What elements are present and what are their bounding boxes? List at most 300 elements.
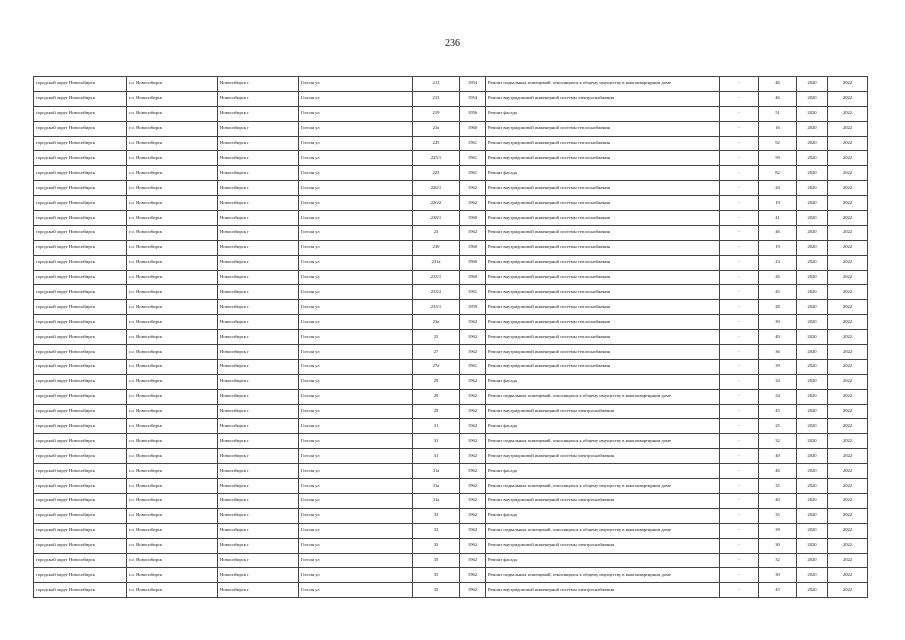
- house-number-cell: 225/1: [413, 151, 460, 166]
- street-cell: Гоголя ул: [299, 404, 413, 419]
- table-row: [34, 374, 868, 389]
- house-number-cell: 31а: [413, 493, 460, 508]
- municipality-cell: г.о. Новосибирск: [127, 285, 218, 300]
- build-year-cell: 1962: [460, 196, 486, 211]
- table-row: [34, 568, 868, 583]
- work-type-cell: Ремонт внутридомовой инженерной системы теплоснабжения: [486, 255, 720, 270]
- work-type-cell: Ремонт подвальных помещений, относящихся к общему имуществу в многоквартирном доме: [486, 568, 720, 583]
- work-type-cell: Ремонт подвальных помещений, относящихся к общему имуществу в многоквартирном доме: [486, 434, 720, 449]
- count-cell: 16: [759, 121, 797, 136]
- blank-cell: -: [720, 91, 759, 106]
- blank-cell: -: [720, 583, 759, 598]
- municipality-cell: г.о. Новосибирск: [127, 523, 218, 538]
- start-year-cell: 2020: [797, 523, 828, 538]
- table-row: [34, 255, 868, 270]
- district-cell: городской округ Новосибирск: [34, 404, 127, 419]
- start-year-cell: 2020: [797, 91, 828, 106]
- blank-cell: -: [720, 106, 759, 121]
- start-year-cell: 2020: [797, 151, 828, 166]
- end-year-cell: 2022: [828, 181, 868, 196]
- district-cell: городской округ Новосибирск: [34, 285, 127, 300]
- end-year-cell: 2022: [828, 225, 868, 240]
- street-cell: Гоголя ул: [299, 538, 413, 553]
- build-year-cell: 1962: [460, 568, 486, 583]
- house-number-cell: 29: [413, 404, 460, 419]
- street-cell: Гоголя ул: [299, 77, 413, 92]
- house-number-cell: 23а: [413, 315, 460, 330]
- table-row: [34, 330, 868, 345]
- table-row: [34, 196, 868, 211]
- blank-cell: -: [720, 285, 759, 300]
- city-cell: Новосибирск г: [218, 121, 299, 136]
- district-cell: городской округ Новосибирск: [34, 196, 127, 211]
- municipality-cell: г.о. Новосибирск: [127, 255, 218, 270]
- count-cell: 19: [759, 240, 797, 255]
- house-number-cell: 33: [413, 538, 460, 553]
- build-year-cell: 1962: [460, 345, 486, 360]
- start-year-cell: 2020: [797, 434, 828, 449]
- work-type-cell: Ремонт внутридомовой инженерной системы теплоснабжения: [486, 270, 720, 285]
- table-row: [34, 464, 868, 479]
- house-number-cell: 31а: [413, 464, 460, 479]
- blank-cell: -: [720, 181, 759, 196]
- house-number-cell: 215: [413, 91, 460, 106]
- work-type-cell: Ремонт подвальных помещений, относящихся к общему имуществу в многоквартирном доме: [486, 479, 720, 494]
- municipality-cell: г.о. Новосибирск: [127, 479, 218, 494]
- work-type-cell: Ремонт внутридомовой инженерной системы теплоснабжения: [486, 121, 720, 136]
- build-year-cell: 1962: [460, 523, 486, 538]
- street-cell: Гоголя ул: [299, 151, 413, 166]
- count-cell: 82: [759, 166, 797, 181]
- street-cell: Гоголя ул: [299, 196, 413, 211]
- build-year-cell: 1962: [460, 404, 486, 419]
- house-number-cell: 230: [413, 240, 460, 255]
- end-year-cell: 2022: [828, 211, 868, 226]
- start-year-cell: 2020: [797, 77, 828, 92]
- district-cell: городской округ Новосибирск: [34, 374, 127, 389]
- blank-cell: -: [720, 523, 759, 538]
- end-year-cell: 2022: [828, 121, 868, 136]
- table-row: [34, 449, 868, 464]
- blank-cell: -: [720, 389, 759, 404]
- city-cell: Новосибирск г: [218, 225, 299, 240]
- district-cell: городской округ Новосибирск: [34, 91, 127, 106]
- count-cell: 19: [759, 196, 797, 211]
- district-cell: городской округ Новосибирск: [34, 345, 127, 360]
- table-row: [34, 538, 868, 553]
- work-type-cell: Ремонт внутридомовой инженерной системы теплоснабжения: [486, 300, 720, 315]
- end-year-cell: 2022: [828, 359, 868, 374]
- blank-cell: -: [720, 77, 759, 92]
- municipality-cell: г.о. Новосибирск: [127, 211, 218, 226]
- work-type-cell: Ремонт внутридомовой инженерной системы теплоснабжения: [486, 225, 720, 240]
- municipality-cell: г.о. Новосибирск: [127, 300, 218, 315]
- build-year-cell: 1961: [460, 151, 486, 166]
- street-cell: Гоголя ул: [299, 330, 413, 345]
- end-year-cell: 2022: [828, 538, 868, 553]
- city-cell: Новосибирск г: [218, 449, 299, 464]
- blank-cell: -: [720, 240, 759, 255]
- house-number-cell: 226/1: [413, 181, 460, 196]
- street-cell: Гоголя ул: [299, 270, 413, 285]
- city-cell: Новосибирск г: [218, 270, 299, 285]
- build-year-cell: 1962: [460, 583, 486, 598]
- blank-cell: -: [720, 434, 759, 449]
- end-year-cell: 2022: [828, 106, 868, 121]
- city-cell: Новосибирск г: [218, 359, 299, 374]
- house-number-cell: 33: [413, 508, 460, 523]
- table-row: [34, 508, 868, 523]
- end-year-cell: 2022: [828, 270, 868, 285]
- district-cell: городской округ Новосибирск: [34, 166, 127, 181]
- street-cell: Гоголя ул: [299, 359, 413, 374]
- district-cell: городской округ Новосибирск: [34, 553, 127, 568]
- work-type-cell: Ремонт фасада: [486, 553, 720, 568]
- city-cell: Новосибирск г: [218, 345, 299, 360]
- table-row: [34, 77, 868, 92]
- count-cell: 92: [759, 136, 797, 151]
- city-cell: Новосибирск г: [218, 419, 299, 434]
- municipality-cell: г.о. Новосибирск: [127, 330, 218, 345]
- blank-cell: -: [720, 493, 759, 508]
- street-cell: Гоголя ул: [299, 419, 413, 434]
- city-cell: Новосибирск г: [218, 389, 299, 404]
- build-year-cell: 1962: [460, 419, 486, 434]
- count-cell: 35: [759, 479, 797, 494]
- start-year-cell: 2020: [797, 121, 828, 136]
- build-year-cell: 1956: [460, 106, 486, 121]
- blank-cell: -: [720, 315, 759, 330]
- work-type-cell: Ремонт подвальных помещений, относящихся к общему имуществу в многоквартирном доме: [486, 77, 720, 92]
- city-cell: Новосибирск г: [218, 285, 299, 300]
- count-cell: 39: [759, 359, 797, 374]
- house-number-cell: 233/1: [413, 270, 460, 285]
- district-cell: городской округ Новосибирск: [34, 359, 127, 374]
- district-cell: городской округ Новосибирск: [34, 255, 127, 270]
- build-year-cell: 1954: [460, 91, 486, 106]
- municipality-cell: г.о. Новосибирск: [127, 449, 218, 464]
- table-row: [34, 151, 868, 166]
- work-type-cell: Ремонт внутридомовой инженерной системы теплоснабжения: [486, 181, 720, 196]
- municipality-cell: г.о. Новосибирск: [127, 315, 218, 330]
- district-cell: городской округ Новосибирск: [34, 151, 127, 166]
- municipality-cell: г.о. Новосибирск: [127, 493, 218, 508]
- end-year-cell: 2022: [828, 374, 868, 389]
- end-year-cell: 2022: [828, 449, 868, 464]
- build-year-cell: 1961: [460, 136, 486, 151]
- work-type-cell: Ремонт фасада: [486, 374, 720, 389]
- start-year-cell: 2020: [797, 538, 828, 553]
- count-cell: 46: [759, 225, 797, 240]
- street-cell: Гоголя ул: [299, 493, 413, 508]
- house-number-cell: 29: [413, 389, 460, 404]
- municipality-cell: г.о. Новосибирск: [127, 225, 218, 240]
- city-cell: Новосибирск г: [218, 315, 299, 330]
- table-row: [34, 211, 868, 226]
- table-row: [34, 136, 868, 151]
- build-year-cell: 1962: [460, 479, 486, 494]
- work-type-cell: Ремонт фасада: [486, 464, 720, 479]
- count-cell: 34: [759, 374, 797, 389]
- table-row: [34, 91, 868, 106]
- house-number-cell: 31: [413, 419, 460, 434]
- blank-cell: -: [720, 255, 759, 270]
- build-year-cell: 1960: [460, 121, 486, 136]
- end-year-cell: 2022: [828, 315, 868, 330]
- start-year-cell: 2020: [797, 404, 828, 419]
- street-cell: Гоголя ул: [299, 300, 413, 315]
- house-number-cell: 215: [413, 77, 460, 92]
- count-cell: 41: [759, 211, 797, 226]
- table-row: [34, 345, 868, 360]
- street-cell: Гоголя ул: [299, 91, 413, 106]
- house-number-cell: 233/2: [413, 285, 460, 300]
- build-year-cell: 1962: [460, 225, 486, 240]
- blank-cell: -: [720, 136, 759, 151]
- blank-cell: -: [720, 345, 759, 360]
- house-number-cell: 225: [413, 166, 460, 181]
- end-year-cell: 2022: [828, 434, 868, 449]
- municipality-cell: г.о. Новосибирск: [127, 166, 218, 181]
- end-year-cell: 2022: [828, 389, 868, 404]
- build-year-cell: 1960: [460, 270, 486, 285]
- blank-cell: -: [720, 270, 759, 285]
- count-cell: 40: [759, 449, 797, 464]
- table-row: [34, 404, 868, 419]
- end-year-cell: 2022: [828, 404, 868, 419]
- build-year-cell: 1962: [460, 464, 486, 479]
- table-row: [34, 553, 868, 568]
- district-cell: городской округ Новосибирск: [34, 121, 127, 136]
- district-cell: городской округ Новосибирск: [34, 106, 127, 121]
- municipality-cell: г.о. Новосибирск: [127, 181, 218, 196]
- house-number-cell: 226/2: [413, 196, 460, 211]
- table-row: [34, 315, 868, 330]
- blank-cell: -: [720, 464, 759, 479]
- street-cell: Гоголя ул: [299, 106, 413, 121]
- house-number-cell: 21а: [413, 121, 460, 136]
- count-cell: 32: [759, 434, 797, 449]
- district-cell: городской округ Новосибирск: [34, 211, 127, 226]
- end-year-cell: 2022: [828, 345, 868, 360]
- city-cell: Новосибирск г: [218, 211, 299, 226]
- start-year-cell: 2020: [797, 419, 828, 434]
- work-type-cell: Ремонт внутридомовой инженерной системы теплоснабжения: [486, 196, 720, 211]
- district-cell: городской округ Новосибирск: [34, 330, 127, 345]
- street-cell: Гоголя ул: [299, 479, 413, 494]
- count-cell: 39: [759, 523, 797, 538]
- blank-cell: -: [720, 374, 759, 389]
- street-cell: Гоголя ул: [299, 285, 413, 300]
- end-year-cell: 2022: [828, 523, 868, 538]
- count-cell: 45: [759, 285, 797, 300]
- start-year-cell: 2020: [797, 181, 828, 196]
- build-year-cell: 1962: [460, 434, 486, 449]
- city-cell: Новосибирск г: [218, 166, 299, 181]
- district-cell: городской округ Новосибирск: [34, 419, 127, 434]
- city-cell: Новосибирск г: [218, 493, 299, 508]
- start-year-cell: 2020: [797, 568, 828, 583]
- house-number-cell: 219: [413, 106, 460, 121]
- start-year-cell: 2020: [797, 315, 828, 330]
- table-row: [34, 389, 868, 404]
- start-year-cell: 2020: [797, 583, 828, 598]
- build-year-cell: 1954: [460, 77, 486, 92]
- repair-schedule-table: [33, 76, 868, 598]
- city-cell: Новосибирск г: [218, 374, 299, 389]
- work-type-cell: Ремонт внутридомовой инженерной системы теплоснабжения: [486, 211, 720, 226]
- table-row: [34, 181, 868, 196]
- city-cell: Новосибирск г: [218, 196, 299, 211]
- street-cell: Гоголя ул: [299, 553, 413, 568]
- blank-cell: -: [720, 404, 759, 419]
- end-year-cell: 2022: [828, 330, 868, 345]
- city-cell: Новосибирск г: [218, 255, 299, 270]
- blank-cell: -: [720, 538, 759, 553]
- start-year-cell: 2020: [797, 270, 828, 285]
- blank-cell: -: [720, 300, 759, 315]
- work-type-cell: Ремонт внутридомовой инженерной системы электроснабжения: [486, 91, 720, 106]
- build-year-cell: 1960: [460, 255, 486, 270]
- build-year-cell: 1962: [460, 553, 486, 568]
- blank-cell: -: [720, 121, 759, 136]
- work-type-cell: Ремонт внутридомовой инженерной системы теплоснабжения: [486, 345, 720, 360]
- house-number-cell: 27: [413, 345, 460, 360]
- city-cell: Новосибирск г: [218, 568, 299, 583]
- table-row: [34, 583, 868, 598]
- district-cell: городской округ Новосибирск: [34, 434, 127, 449]
- city-cell: Новосибирск г: [218, 136, 299, 151]
- build-year-cell: 1960: [460, 240, 486, 255]
- start-year-cell: 2020: [797, 359, 828, 374]
- street-cell: Гоголя ул: [299, 568, 413, 583]
- end-year-cell: 2022: [828, 464, 868, 479]
- table-row: [34, 225, 868, 240]
- start-year-cell: 2020: [797, 166, 828, 181]
- table-row: [34, 285, 868, 300]
- end-year-cell: 2022: [828, 419, 868, 434]
- city-cell: Новосибирск г: [218, 240, 299, 255]
- count-cell: 40: [759, 493, 797, 508]
- count-cell: 40: [759, 330, 797, 345]
- end-year-cell: 2022: [828, 240, 868, 255]
- city-cell: Новосибирск г: [218, 508, 299, 523]
- house-number-cell: 228/1: [413, 211, 460, 226]
- street-cell: Гоголя ул: [299, 508, 413, 523]
- start-year-cell: 2020: [797, 449, 828, 464]
- city-cell: Новосибирск г: [218, 181, 299, 196]
- build-year-cell: 1962: [460, 315, 486, 330]
- blank-cell: -: [720, 196, 759, 211]
- blank-cell: -: [720, 211, 759, 226]
- house-number-cell: 25: [413, 330, 460, 345]
- work-type-cell: Ремонт внутридомовой инженерной системы теплоснабжения: [486, 285, 720, 300]
- street-cell: Гоголя ул: [299, 315, 413, 330]
- blank-cell: -: [720, 568, 759, 583]
- city-cell: Новосибирск г: [218, 434, 299, 449]
- municipality-cell: г.о. Новосибирск: [127, 345, 218, 360]
- municipality-cell: г.о. Новосибирск: [127, 404, 218, 419]
- municipality-cell: г.о. Новосибирск: [127, 359, 218, 374]
- district-cell: городской округ Новосибирск: [34, 568, 127, 583]
- end-year-cell: 2022: [828, 300, 868, 315]
- page-number: 236: [445, 38, 460, 49]
- municipality-cell: г.о. Новосибирск: [127, 508, 218, 523]
- district-cell: городской округ Новосибирск: [34, 240, 127, 255]
- street-cell: Гоголя ул: [299, 345, 413, 360]
- house-number-cell: 27а: [413, 359, 460, 374]
- city-cell: Новосибирск г: [218, 583, 299, 598]
- city-cell: Новосибирск г: [218, 91, 299, 106]
- build-year-cell: 1962: [460, 330, 486, 345]
- table-row: [34, 479, 868, 494]
- house-number-cell: 35: [413, 553, 460, 568]
- count-cell: 51: [759, 106, 797, 121]
- house-number-cell: 235/1: [413, 300, 460, 315]
- district-cell: городской округ Новосибирск: [34, 181, 127, 196]
- end-year-cell: 2022: [828, 479, 868, 494]
- municipality-cell: г.о. Новосибирск: [127, 583, 218, 598]
- count-cell: 46: [759, 77, 797, 92]
- work-type-cell: Ремонт внутридомовой инженерной системы теплоснабжения: [486, 136, 720, 151]
- blank-cell: -: [720, 330, 759, 345]
- table-row: [34, 523, 868, 538]
- end-year-cell: 2022: [828, 91, 868, 106]
- build-year-cell: 1962: [460, 508, 486, 523]
- count-cell: 30: [759, 538, 797, 553]
- count-cell: 45: [759, 583, 797, 598]
- start-year-cell: 2020: [797, 196, 828, 211]
- count-cell: 20: [759, 181, 797, 196]
- start-year-cell: 2020: [797, 493, 828, 508]
- end-year-cell: 2022: [828, 583, 868, 598]
- work-type-cell: Ремонт подвальных помещений, относящихся к общему имуществу в многоквартирном доме: [486, 389, 720, 404]
- count-cell: 35: [759, 508, 797, 523]
- district-cell: городской округ Новосибирск: [34, 523, 127, 538]
- street-cell: Гоголя ул: [299, 225, 413, 240]
- house-number-cell: 35: [413, 568, 460, 583]
- count-cell: 26: [759, 270, 797, 285]
- municipality-cell: г.о. Новосибирск: [127, 270, 218, 285]
- house-number-cell: 23: [413, 225, 460, 240]
- work-type-cell: Ремонт фасада: [486, 106, 720, 121]
- start-year-cell: 2020: [797, 330, 828, 345]
- municipality-cell: г.о. Новосибирск: [127, 464, 218, 479]
- blank-cell: -: [720, 151, 759, 166]
- table-row: [34, 419, 868, 434]
- build-year-cell: 1962: [460, 493, 486, 508]
- city-cell: Новосибирск г: [218, 106, 299, 121]
- table-row: [34, 106, 868, 121]
- blank-cell: -: [720, 166, 759, 181]
- district-cell: городской округ Новосибирск: [34, 583, 127, 598]
- work-type-cell: Ремонт внутридомовой инженерной системы теплоснабжения: [486, 330, 720, 345]
- start-year-cell: 2020: [797, 240, 828, 255]
- count-cell: 45: [759, 404, 797, 419]
- street-cell: Гоголя ул: [299, 211, 413, 226]
- house-number-cell: 231а: [413, 255, 460, 270]
- work-type-cell: Ремонт внутридомовой инженерной системы теплоснабжения: [486, 240, 720, 255]
- start-year-cell: 2020: [797, 300, 828, 315]
- start-year-cell: 2020: [797, 136, 828, 151]
- house-number-cell: 33: [413, 523, 460, 538]
- street-cell: Гоголя ул: [299, 181, 413, 196]
- street-cell: Гоголя ул: [299, 523, 413, 538]
- street-cell: Гоголя ул: [299, 389, 413, 404]
- build-year-cell: 1962: [460, 538, 486, 553]
- table-row: [34, 300, 868, 315]
- work-type-cell: Ремонт внутридомовой инженерной системы теплоснабжения: [486, 151, 720, 166]
